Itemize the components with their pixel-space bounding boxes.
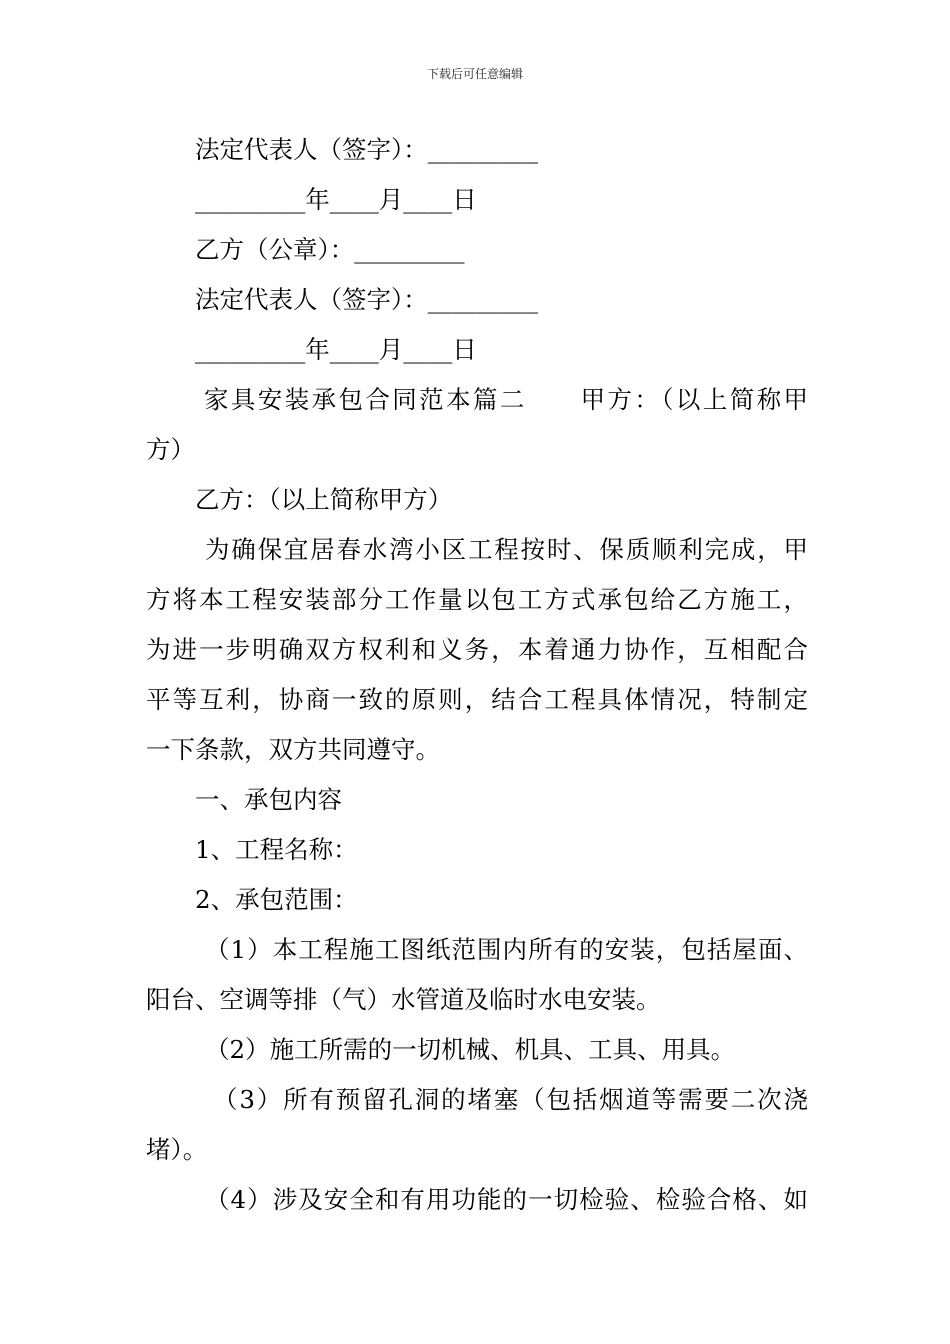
item-project-name: 1、工程名称：	[195, 835, 358, 864]
paragraph-line: 平等互利，协商一致的原则，结合工程具体情况，特制定	[146, 685, 808, 714]
section-title-line: 家具安装承包合同范本篇二 甲方：（以上简称甲	[204, 385, 808, 414]
document-body	[146, 125, 808, 1225]
paragraph-line: 方将本工程安装部分工作量以包工方式承包给乙方施工，	[146, 585, 808, 614]
scope-item-2: （2）施工所需的一切机械、机具、工具、用具。	[205, 1035, 736, 1064]
scope-item-4: （4）涉及安全和有用功能的一切检验、检验合格、如	[205, 1185, 808, 1214]
scope-item-1-continuation: 阳台、空调等排（气）水管道及临时水电安装。	[146, 985, 661, 1014]
date-line: _________年____月____日	[195, 185, 477, 214]
legal-rep-signature-line: 法定代表人（签字）：_________	[195, 285, 538, 314]
scope-item-3: （3）所有预留孔洞的堵塞（包括烟道等需要二次浇	[213, 1085, 808, 1114]
page-header: 下载后可任意编辑	[426, 67, 523, 81]
scope-item-3-continuation: 堵）。	[146, 1135, 208, 1164]
heading-contract-content: 一、承包内容	[195, 785, 342, 814]
paragraph-line: 一下条款，双方共同遵守。	[146, 735, 440, 764]
paragraph-line: 为确保宜居春水湾小区工程按时、保质顺利完成，甲	[205, 535, 808, 564]
party-b-line: 乙方：（以上简称甲方）	[195, 485, 453, 514]
section-title-continuation: 方）	[146, 435, 195, 464]
date-line: _________年____月____日	[195, 335, 477, 364]
paragraph-line: 为进一步明确双方权利和义务，本着通力协作，互相配合	[146, 635, 808, 664]
scope-item-1: （1）本工程施工图纸范围内所有的安装，包括屋面、	[205, 935, 808, 964]
item-contract-scope: 2、承包范围：	[195, 885, 358, 914]
party-b-seal-line: 乙方（公章）：_________	[195, 235, 465, 264]
legal-rep-signature-line: 法定代表人（签字）：_________	[195, 135, 538, 164]
